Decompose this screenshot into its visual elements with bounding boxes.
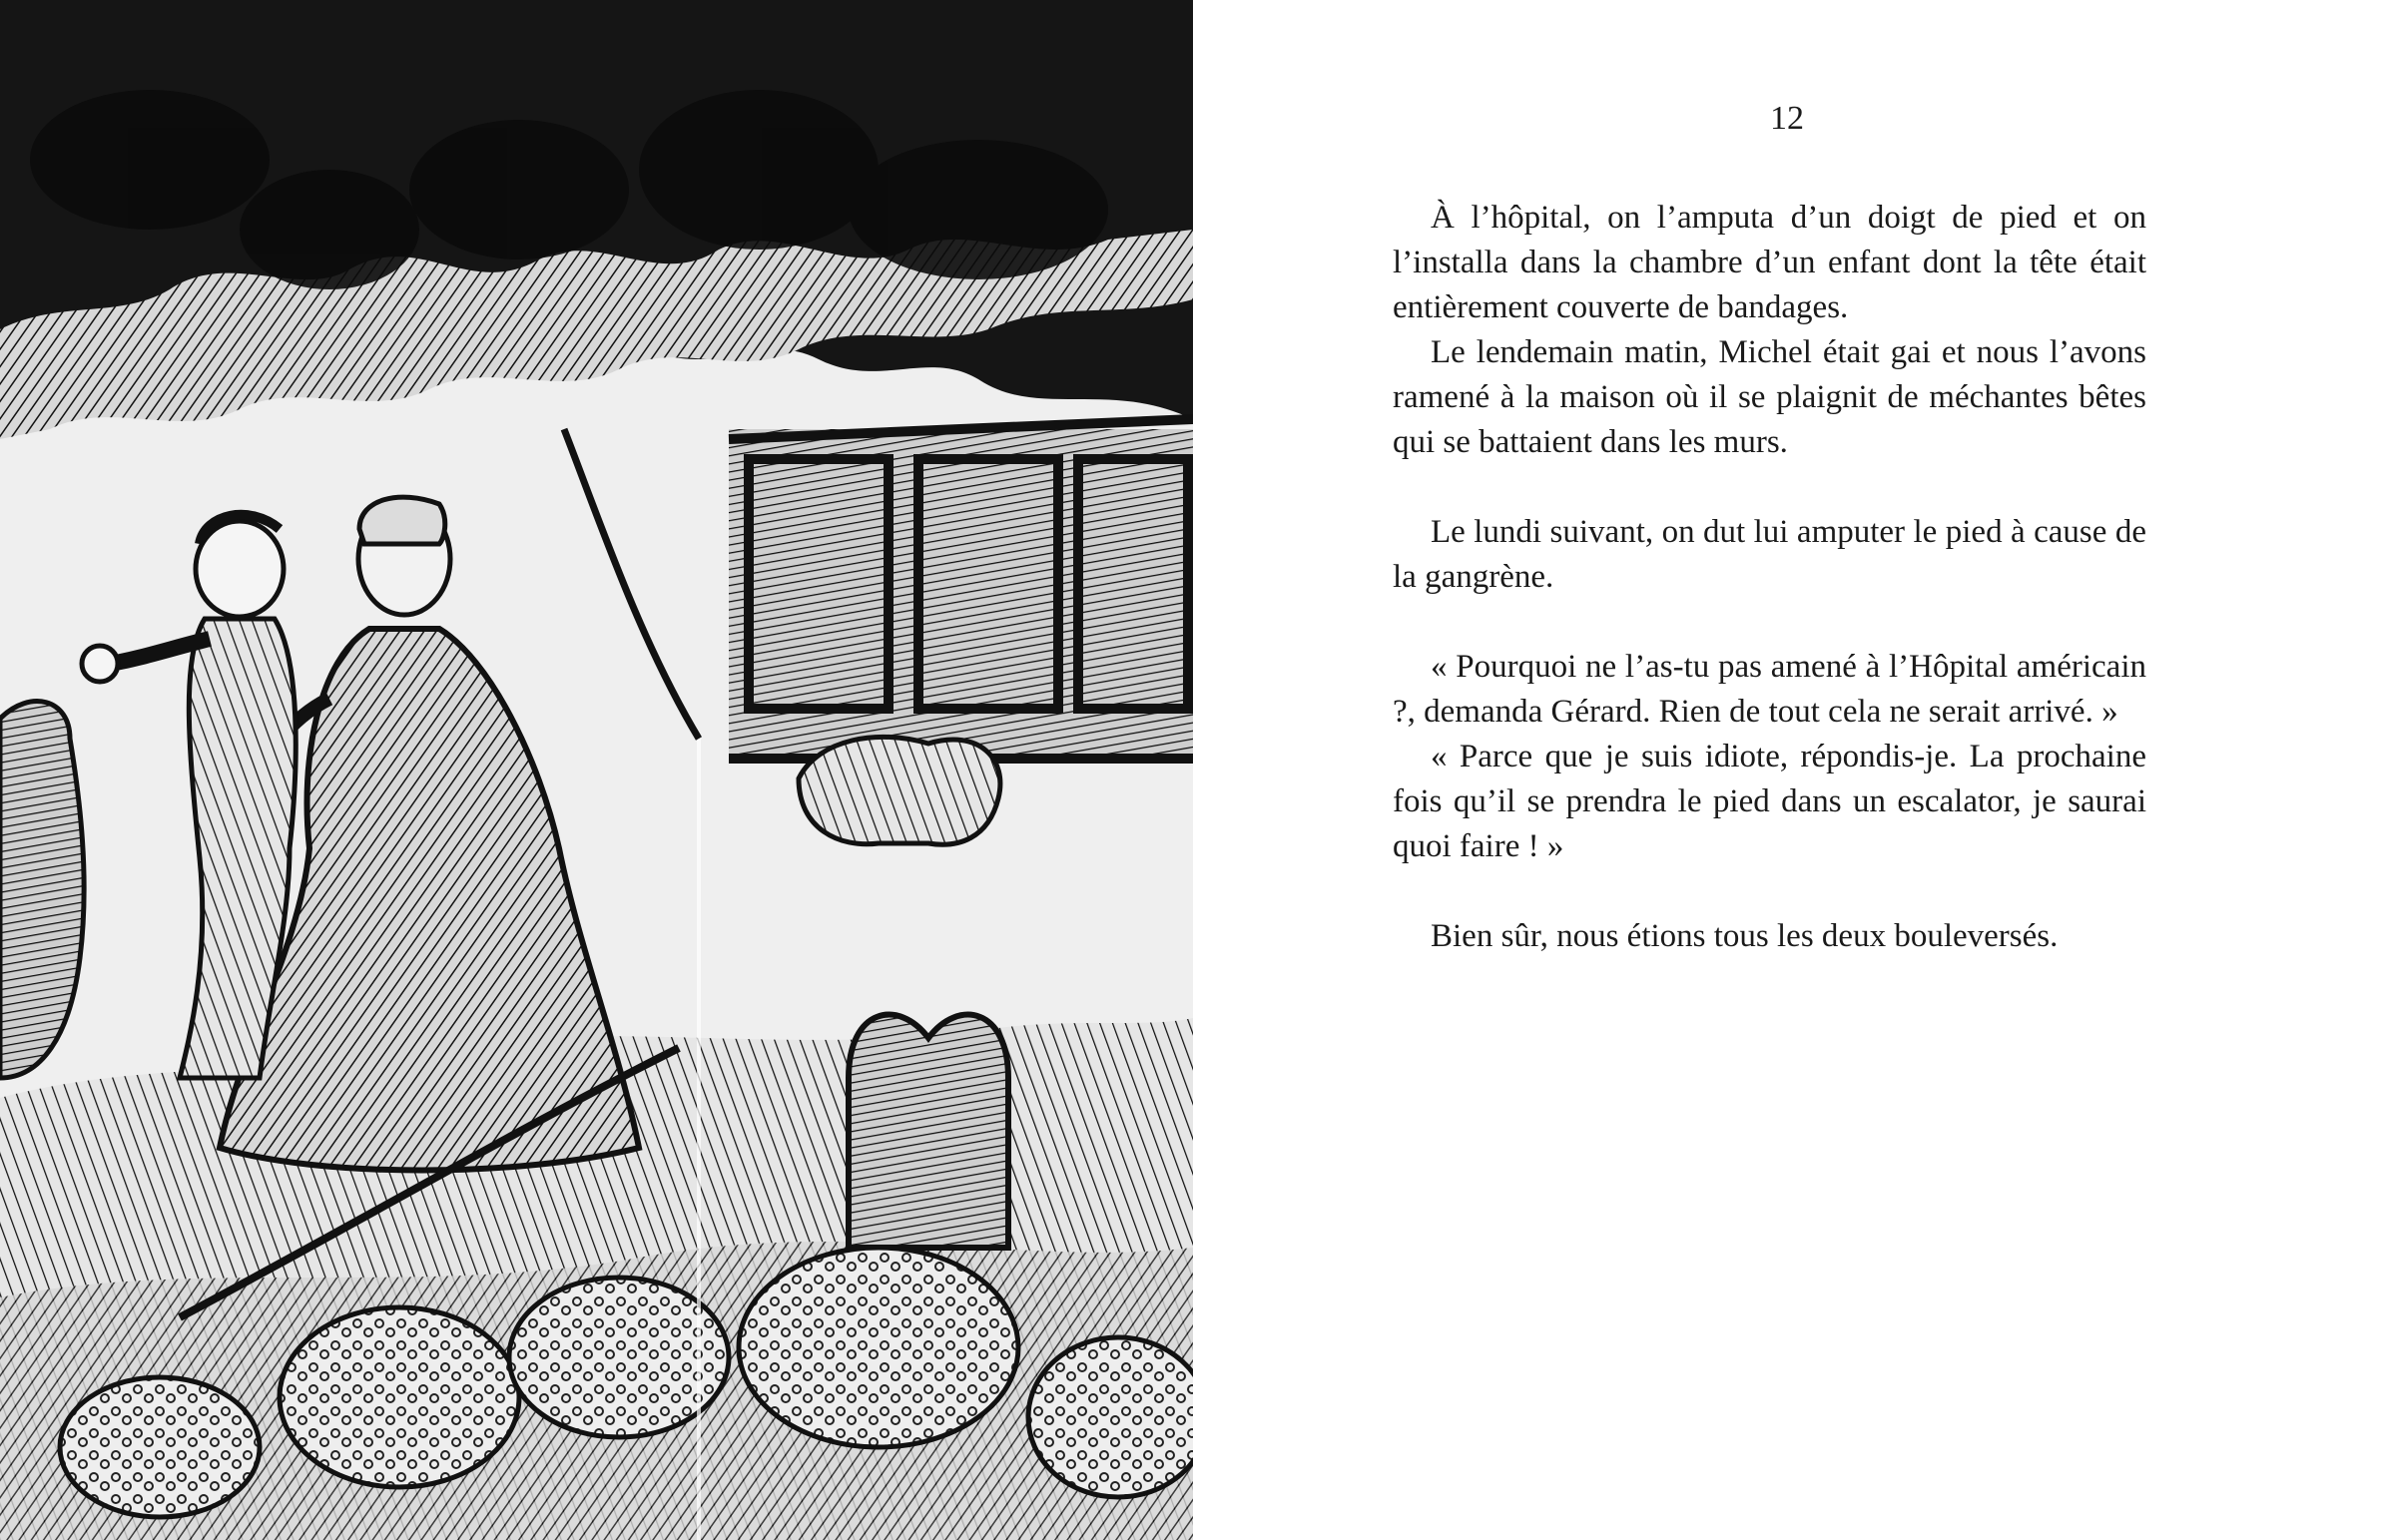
paragraph-gap: [1393, 869, 2146, 914]
body-text: [1393, 196, 2146, 959]
page-number: 12: [1770, 100, 1804, 137]
paragraph-gap: [1393, 465, 2146, 510]
paragraph-gap: [1393, 600, 2146, 645]
paragraph: À l’hôpital, on l’amputa d’un doigt de pied et on l’installa dans la chambre d’un enfant dont la tête était entièrement couverte de bandages.: [1393, 200, 2146, 325]
paragraph: « Parce que je suis idiote, répondis-je. La prochaine fois qu’il se prendra le pied dans un escalator, je saurai quoi faire ! »: [1393, 739, 2146, 864]
paragraph: « Pourquoi ne l’as-tu pas amené à l’Hôpital américain ?, demanda Gérard. Rien de tout cela ne serait arrivé. »: [1393, 649, 2146, 730]
paragraph: Bien sûr, nous étions tous les deux bouleversés.: [1431, 918, 2059, 954]
paragraph: Le lundi suivant, on dut lui amputer le pied à cause de la gangrène.: [1393, 514, 2146, 595]
paragraph: Le lendemain matin, Michel était gai et nous l’avons ramené à la maison où il se plaignit de méchantes bêtes qui se battaient dans les murs.: [1393, 334, 2146, 460]
text-page: [1193, 0, 2381, 1540]
